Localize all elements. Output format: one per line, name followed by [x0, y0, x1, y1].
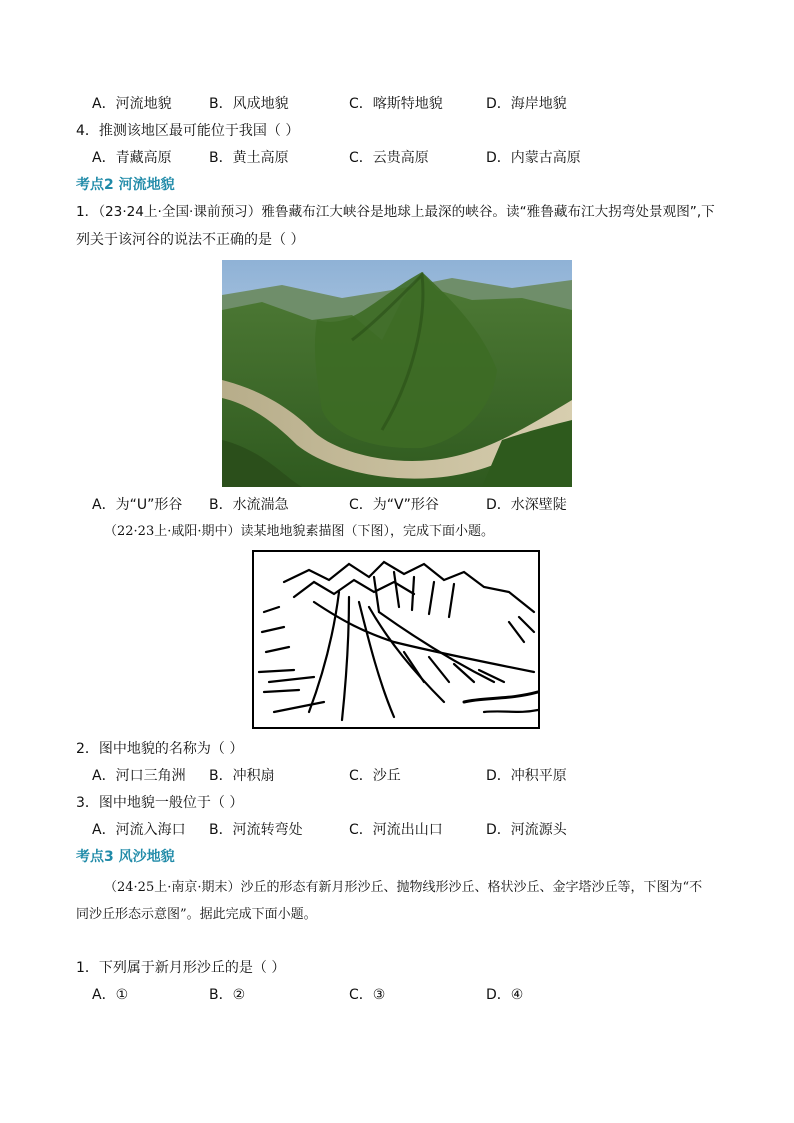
option-d: D．冲积平原 [486, 768, 567, 784]
s2-question-2-stem: 2．图中地貌的名称为（ ） [76, 741, 244, 757]
option-b: B．冲积扇 [209, 768, 275, 784]
option-c: C．③ [349, 987, 386, 1003]
option-a: A．河流地貌 [92, 96, 172, 112]
option-c: C．沙丘 [349, 768, 401, 784]
s2-question-3-stem: 3．图中地貌一般位于（ ） [76, 795, 244, 811]
option-b: B．黄土高原 [209, 150, 289, 166]
option-a: A．青藏高原 [92, 150, 172, 166]
question-4-stem: 4．推测该地区最可能位于我国（ ） [76, 123, 300, 139]
section-3-heading: 考点3 风沙地貌 [76, 849, 175, 865]
option-d: D．内蒙古高原 [486, 150, 581, 166]
material-intro-sketch: （22·23上·咸阳·期中）读某地地貌素描图（下图），完成下面小题。 [104, 524, 494, 539]
option-d: D．④ [486, 987, 524, 1003]
option-a: A．① [92, 987, 129, 1003]
option-c: C．喀斯特地貌 [349, 96, 443, 112]
option-a: A．河口三角洲 [92, 768, 186, 784]
s2-question-1-stem-line-2: 列关于该河谷的说法不正确的是（ ） [76, 232, 305, 248]
option-a: A．河流入海口 [92, 822, 186, 838]
option-b: B．风成地貌 [209, 96, 289, 112]
option-b: B．② [209, 987, 246, 1003]
option-b: B．水流湍急 [209, 497, 289, 513]
option-d: D．水深壁陡 [486, 497, 567, 513]
option-a: A．为“U”形谷 [92, 497, 183, 513]
s2-question-1-stem-line-1: 1．（23·24上·全国·课前预习）雅鲁藏布江大峡谷是地球上最深的峡谷。读“雅鲁藏布江大拐弯处景观图”,下 [76, 204, 715, 220]
s3-question-1-stem: 1．下列属于新月形沙丘的是（ ） [76, 960, 286, 976]
landform-sketch [252, 550, 540, 729]
section-2-heading: 考点2 河流地貌 [76, 177, 175, 193]
option-b: B．河流转弯处 [209, 822, 303, 838]
material-intro-dunes-line-1: （24·25上·南京·期末）沙丘的形态有新月形沙丘、抛物线形沙丘、格状沙丘、金字塔沙丘等，下图为“不 [104, 880, 703, 895]
option-c: C．为“V”形谷 [349, 497, 439, 513]
option-d: D．海岸地貌 [486, 96, 567, 112]
yarlung-tsangpo-bend-photo [222, 260, 572, 487]
material-intro-dunes-line-2: 同沙丘形态示意图”。据此完成下面小题。 [76, 907, 317, 922]
option-c: C．云贵高原 [349, 150, 429, 166]
option-c: C．河流出山口 [349, 822, 443, 838]
option-d: D．河流源头 [486, 822, 567, 838]
